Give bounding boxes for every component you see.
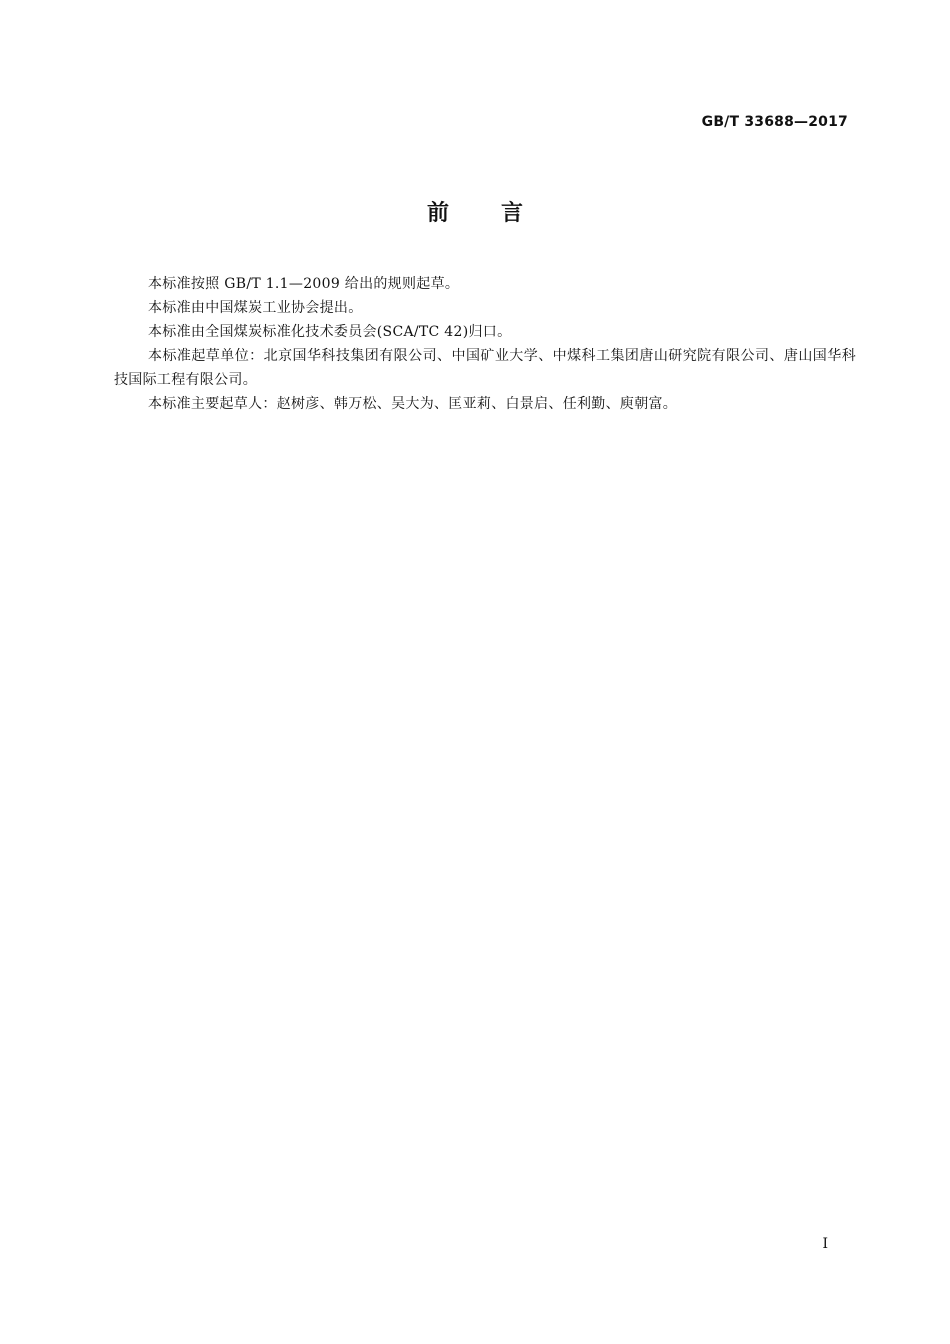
paragraph-drafters: 本标准主要起草人：赵树彦、韩万松、吴大为、匡亚莉、白景启、任利勤、庾朝富。 <box>148 396 678 412</box>
paragraph-drafting-rules: 本标准按照 GB/T 1.1—2009 给出的规则起草。 <box>148 276 460 292</box>
paragraph-proposer: 本标准由中国煤炭工业协会提出。 <box>148 300 363 316</box>
page-title <box>0 196 950 227</box>
page-number: I <box>822 1236 828 1252</box>
title-char-1: 前 <box>426 201 449 226</box>
paragraph-drafting-units: 本标准起草单位：北京国华科技集团有限公司、中国矿业大学、中煤科工集团唐山研究院有限公司、唐山国华科技国际工程有限公司。 <box>114 348 856 388</box>
paragraph-committee: 本标准由全国煤炭标准化技术委员会(SCA/TC 42)归口。 <box>148 324 512 340</box>
standard-code-header: GB/T 33688—2017 <box>701 114 848 130</box>
title-char-2: 言 <box>501 201 524 226</box>
foreword-body <box>114 272 856 416</box>
